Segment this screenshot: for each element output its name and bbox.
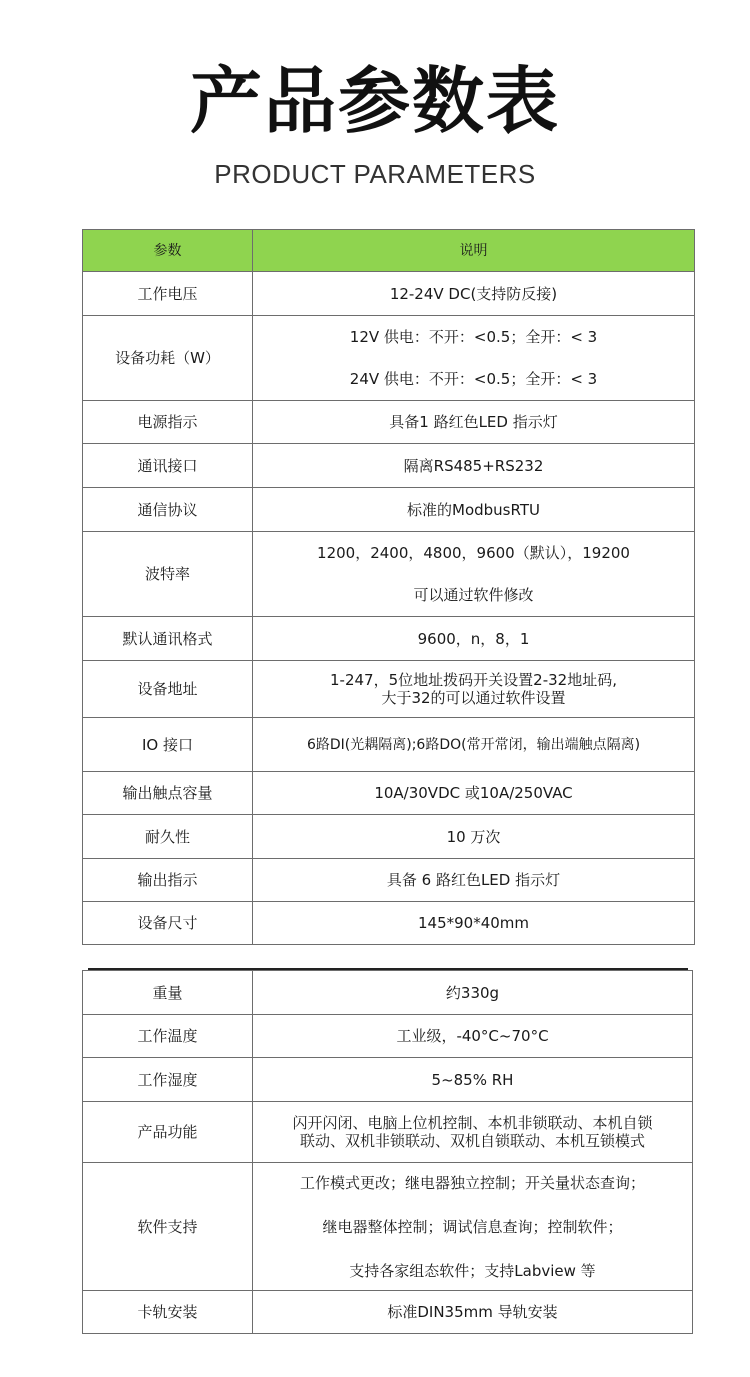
param-cell: 波特率 xyxy=(83,532,253,617)
desc-cell: 标准DIN35mm 导轨安装 xyxy=(253,1291,693,1334)
desc-line: 支持各家组态软件；支持Labview 等 xyxy=(349,1261,596,1280)
desc-cell: 标准的ModbusRTU xyxy=(253,488,695,532)
desc-cell xyxy=(253,1102,693,1163)
desc-line: 1200，2400，4800，9600（默认），19200 xyxy=(317,544,630,562)
desc-cell: 约330g xyxy=(253,971,693,1015)
table-row xyxy=(83,401,695,444)
table-row xyxy=(83,902,695,945)
table-row xyxy=(83,532,695,617)
param-cell: 通信协议 xyxy=(83,488,253,532)
table-row xyxy=(83,444,695,488)
table-row xyxy=(83,1015,693,1058)
desc-cell: 具备1 路红色LED 指示灯 xyxy=(253,401,695,444)
desc-cell: 9600，n，8，1 xyxy=(253,617,695,661)
param-cell: IO 接口 xyxy=(83,718,253,772)
table-row xyxy=(83,815,695,859)
desc-cell xyxy=(253,1163,693,1291)
param-cell: 输出触点容量 xyxy=(83,772,253,815)
param-cell: 工作电压 xyxy=(83,272,253,316)
param-cell: 通讯接口 xyxy=(83,444,253,488)
desc-line: 1-247，5位地址拨码开关设置2-32地址码, xyxy=(330,671,617,689)
param-cell: 设备尺寸 xyxy=(83,902,253,945)
parameters-table xyxy=(82,229,695,945)
desc-cell xyxy=(253,532,695,617)
table-row xyxy=(83,661,695,718)
desc-line: 联动、双机非锁联动、双机自锁联动、本机互锁模式 xyxy=(299,1132,645,1150)
header-cell-desc: 说明 xyxy=(253,230,695,272)
table-row xyxy=(83,1058,693,1102)
table-row xyxy=(83,316,695,401)
param-cell: 默认通讯格式 xyxy=(83,617,253,661)
desc-cell: 5~85% RH xyxy=(253,1058,693,1102)
param-cell: 设备功耗（W） xyxy=(83,316,253,401)
desc-cell: 工业级，-40°C~70°C xyxy=(253,1015,693,1058)
desc-cell: 具备 6 路红色LED 指示灯 xyxy=(253,859,695,902)
param-cell: 耐久性 xyxy=(83,815,253,859)
param-cell: 软件支持 xyxy=(83,1163,253,1291)
param-cell: 产品功能 xyxy=(83,1102,253,1163)
desc-cell xyxy=(253,661,695,718)
parameters-table-continued xyxy=(82,970,693,1334)
table-row xyxy=(83,617,695,661)
param-cell: 输出指示 xyxy=(83,859,253,902)
desc-line: 大于32的可以通过软件设置 xyxy=(381,689,566,707)
table-row xyxy=(83,1291,693,1334)
table-row xyxy=(83,1163,693,1291)
desc-cell: 隔离RS485+RS232 xyxy=(253,444,695,488)
table-header-row xyxy=(83,230,695,272)
param-cell: 卡轨安装 xyxy=(83,1291,253,1334)
desc-line: 24V 供电：不开：<0.5；全开：< 3 xyxy=(349,370,598,388)
param-cell: 工作湿度 xyxy=(83,1058,253,1102)
desc-cell: 6路DI(光耦隔离);6路DO(常开常闭，输出端触点隔离) xyxy=(253,718,695,772)
page-title: 产品参数表 xyxy=(189,59,560,143)
desc-line: 继电器整体控制；调试信息查询；控制软件； xyxy=(322,1217,623,1236)
param-cell: 重量 xyxy=(83,971,253,1015)
desc-line: 12V 供电：不开：<0.5；全开：< 3 xyxy=(349,328,598,346)
param-cell: 工作温度 xyxy=(83,1015,253,1058)
desc-line: 可以通过软件修改 xyxy=(413,586,534,604)
param-cell: 电源指示 xyxy=(83,401,253,444)
desc-cell xyxy=(253,316,695,401)
desc-cell: 10 万次 xyxy=(253,815,695,859)
desc-line: 工作模式更改；继电器独立控制；开关量状态查询； xyxy=(299,1173,645,1192)
table-row xyxy=(83,718,695,772)
table-row xyxy=(83,859,695,902)
desc-line: 闪开闪闭、电脑上位机控制、本机非锁联动、本机自锁 xyxy=(292,1114,653,1132)
header-cell-param: 参数 xyxy=(83,230,253,272)
table-row xyxy=(83,971,693,1015)
table-row xyxy=(83,772,695,815)
table-row xyxy=(83,272,695,316)
desc-cell: 145*90*40mm xyxy=(253,902,695,945)
param-cell: 设备地址 xyxy=(83,661,253,718)
table-row xyxy=(83,488,695,532)
page-subtitle: PRODUCT PARAMETERS xyxy=(214,159,536,189)
desc-cell: 12-24V DC(支持防反接) xyxy=(253,272,695,316)
table-row xyxy=(83,1102,693,1163)
desc-cell: 10A/30VDC 或10A/250VAC xyxy=(253,772,695,815)
